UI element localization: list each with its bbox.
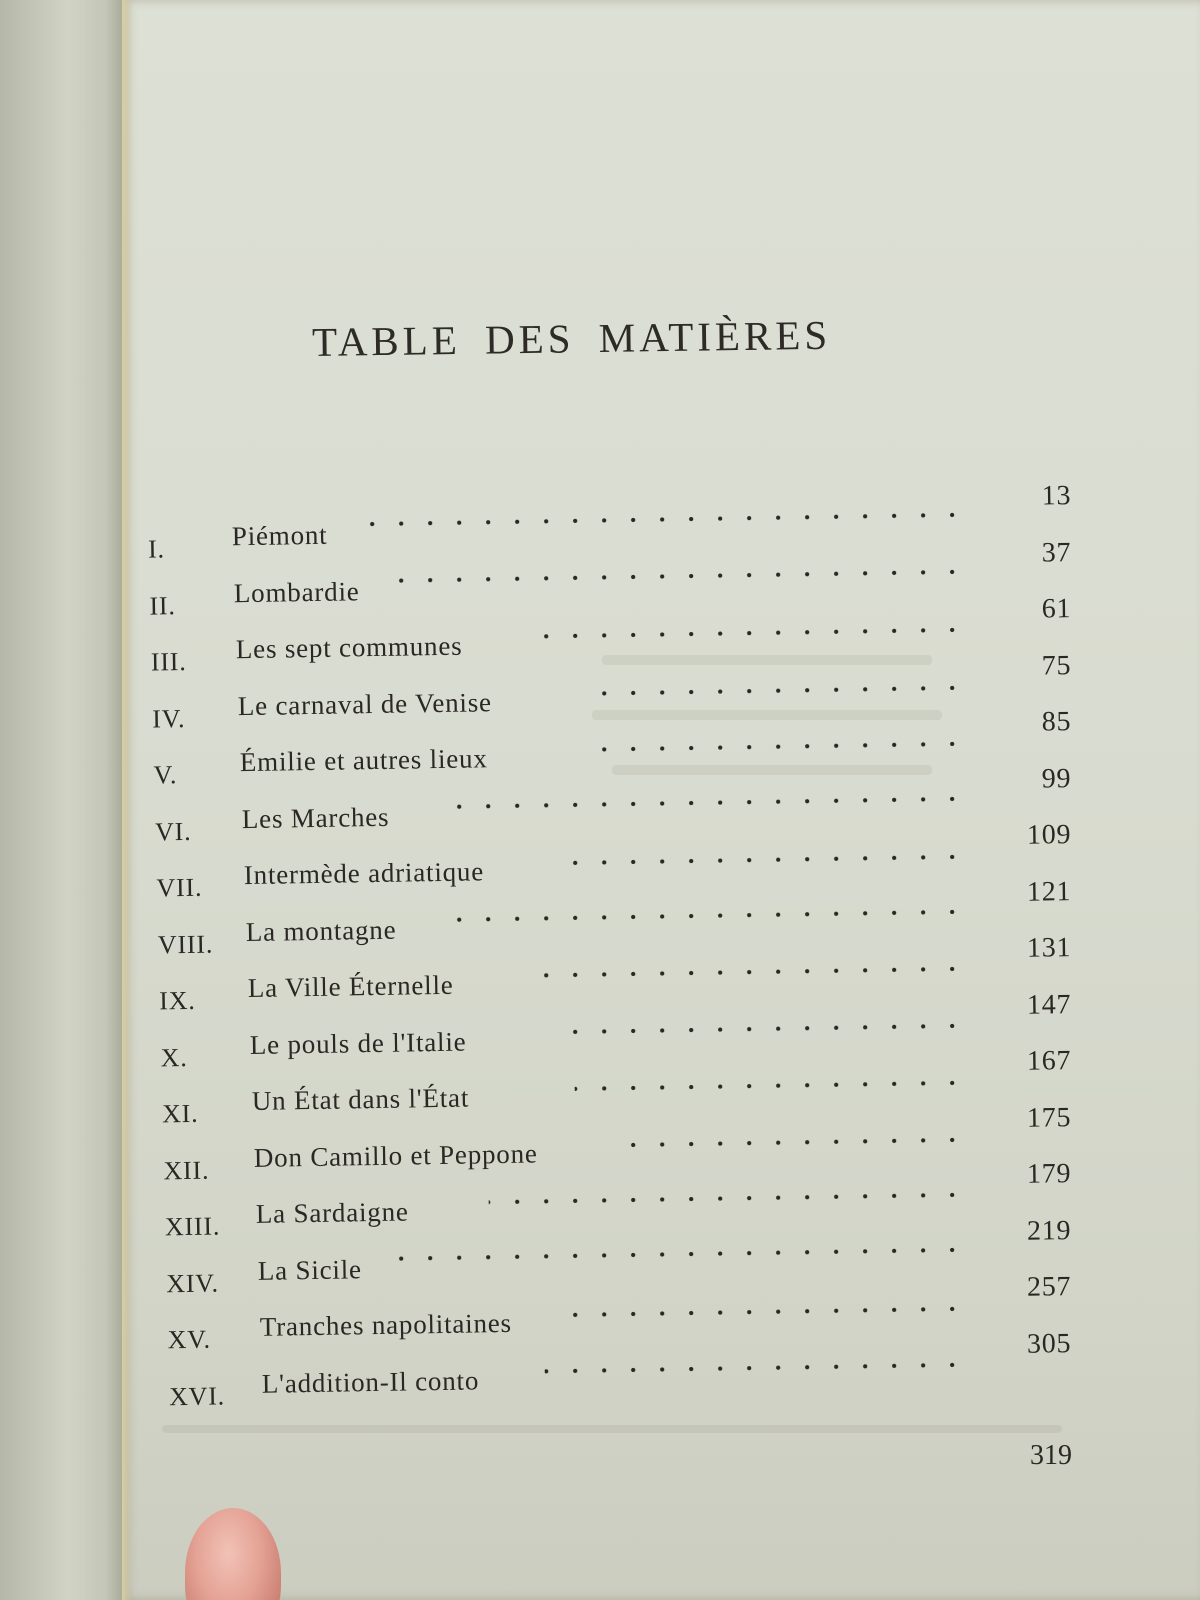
chapter-title: Lombardie — [233, 575, 360, 608]
dot-leader — [434, 783, 966, 821]
chapter-number: V. — [153, 760, 178, 790]
page-number: 121 — [1026, 875, 1072, 908]
chapter-title: Le pouls de l'Italie — [249, 1026, 467, 1060]
page-number: 131 — [1026, 932, 1072, 964]
page-number: 179 — [1026, 1158, 1072, 1190]
page-number: 99 — [1041, 762, 1072, 795]
dot-leader — [572, 1293, 966, 1329]
dot-leader — [595, 672, 966, 708]
chapter-number: XV. — [167, 1324, 211, 1355]
page-title: TABLE DES MATIÈRES — [311, 311, 832, 365]
chapter-title: La Sardaigne — [255, 1196, 409, 1229]
chapter-title: La Sicile — [257, 1253, 363, 1286]
page-number: 257 — [1026, 1271, 1072, 1303]
dot-leader — [395, 1235, 966, 1274]
chapter-number: XIV. — [166, 1267, 220, 1298]
chapter-title: La Ville Éternelle — [247, 969, 454, 1004]
toc-entry — [122, 819, 1123, 904]
toc-entry — [122, 593, 1123, 678]
page-number: 219 — [1026, 1214, 1072, 1247]
chapter-number: XVI. — [168, 1380, 226, 1411]
final-page-number: 319 — [1030, 1440, 1072, 1471]
chapter-title: L'addition-Il conto — [261, 1364, 480, 1399]
chapter-title: La montagne — [245, 914, 397, 947]
page-number: 305 — [1026, 1327, 1072, 1360]
book-page — [122, 0, 1200, 1600]
chapter-number: VI. — [154, 816, 192, 846]
dot-leader — [533, 615, 966, 652]
toc-entry — [122, 1101, 1123, 1187]
chapter-title: Tranches napolitaines — [259, 1307, 513, 1342]
page-number: 37 — [1041, 536, 1072, 569]
chapter-number: VII. — [156, 872, 203, 903]
toc-entry — [122, 1045, 1123, 1130]
dot-leader — [453, 896, 966, 934]
chapter-number: IX. — [159, 985, 196, 1016]
chapter-title: Émilie et autres lieux — [239, 743, 488, 778]
page-number: 61 — [1041, 593, 1072, 625]
chapter-title: Le carnaval de Venise — [237, 686, 493, 721]
chapter-number: IV. — [152, 703, 186, 734]
toc-entry — [122, 480, 1123, 565]
page-number: 109 — [1026, 819, 1072, 851]
chapter-number: I. — [147, 534, 166, 564]
dot-leader — [626, 1125, 966, 1160]
chapter-number: VIII. — [157, 929, 214, 959]
dot-leader — [552, 1011, 966, 1047]
dot-leader — [535, 954, 966, 991]
dot-leader — [488, 1179, 966, 1217]
page-number: 147 — [1026, 988, 1072, 1021]
dot-leader — [357, 500, 966, 540]
chapter-title: Piémont — [231, 519, 328, 552]
toc-entry — [122, 1158, 1123, 1243]
chapter-title: Don Camillo et Peppone — [253, 1137, 538, 1173]
chapter-title: Un État dans l'État — [251, 1082, 470, 1116]
toc-entry — [122, 762, 1123, 848]
page-number: 75 — [1041, 649, 1072, 682]
dot-leader — [574, 1067, 966, 1103]
chapter-number: XII. — [163, 1155, 210, 1185]
dot-leader — [571, 841, 966, 877]
dot-leader — [391, 556, 966, 595]
chapter-number: XI. — [161, 1098, 199, 1129]
chapter-title: Les sept communes — [235, 630, 463, 665]
dot-leader — [597, 729, 966, 765]
page-number: 175 — [1026, 1101, 1072, 1134]
chapter-number: XIII. — [164, 1211, 221, 1242]
toc-entry — [122, 875, 1123, 961]
chapter-title: Les Marches — [241, 801, 390, 834]
chapter-number: II. — [149, 590, 176, 621]
toc-list — [122, 0, 1200, 1600]
toc-entry — [122, 536, 1123, 622]
dot-leader — [544, 1350, 966, 1387]
page-number: 167 — [1026, 1045, 1072, 1077]
toc-entry — [122, 1327, 1123, 1413]
chapter-title: Intermède adriatique — [243, 856, 485, 891]
page-number: 85 — [1041, 706, 1072, 738]
chapter-number: X. — [160, 1042, 188, 1072]
chapter-number: III. — [150, 646, 187, 677]
page-number: 13 — [1041, 480, 1072, 512]
previous-page-edge — [0, 0, 124, 1600]
